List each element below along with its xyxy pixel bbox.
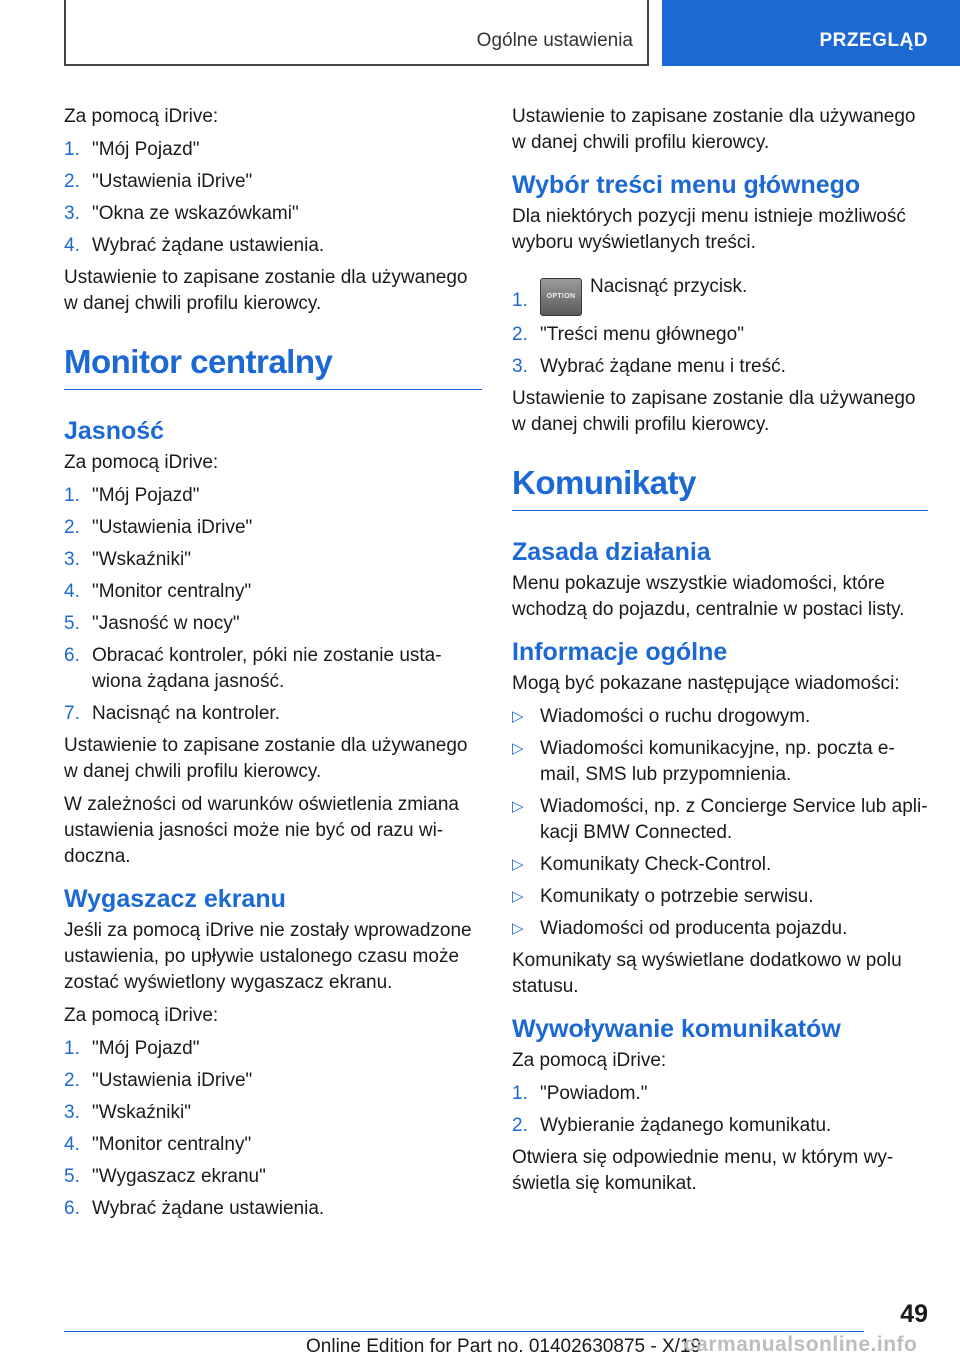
footer-edition: Online Edition for Part no. 01402630875 - X/19 (306, 1336, 702, 1357)
triangle-bullet-icon: ▷ (512, 888, 524, 905)
list-item: 4. "Monitor centralny" (64, 581, 252, 602)
header-tab-box[interactable] (662, 0, 960, 66)
intro-text: Za pomocą iDrive: (512, 1050, 667, 1071)
list-item: 1. OPTION Nacisnąć przycisk. (512, 270, 928, 316)
selection-text: Dla niektórych pozycji menu istnieje możliwość wyboru wyświetlanych treści. (512, 206, 906, 253)
list-item: 3. "Okna ze wskazówkami" (64, 203, 299, 224)
footer-divider (64, 1331, 864, 1332)
list-item: 3. Wybrać żądane menu i treść. (512, 356, 786, 377)
steps-list-1 (64, 137, 482, 259)
list-item: 2. Wybieranie żądanego komunikatu. (512, 1115, 832, 1136)
list-item: 1. "Powiadom." (512, 1083, 648, 1104)
triangle-bullet-icon: ▷ (512, 708, 524, 725)
list-item: 4. Wybrać żądane ustawienia. (64, 235, 325, 256)
heading-informacje: Informacje ogólne (512, 638, 728, 666)
heading-wybor-tresci: Wybór treści menu głównego (512, 171, 861, 199)
option-button-icon: OPTION (540, 278, 582, 316)
list-item: 1. "Mój Pojazd" (64, 1038, 200, 1059)
list-item: ▷ Wiadomości, np. z Concierge Service lub apli-kacji BMW Connected. (512, 796, 928, 843)
list-item: 6. Obracać kontroler, póki nie zostanie usta-wiona żądana jasność. (64, 645, 442, 692)
steps-list-2 (64, 483, 482, 727)
info-text: Mogą być pokazane następujące wiadomości: (512, 673, 900, 694)
steps-list-wybor (512, 270, 928, 380)
triangle-bullet-icon: ▷ (512, 856, 524, 873)
triangle-bullet-icon: ▷ (512, 920, 524, 937)
final-text: Otwiera się odpowiednie menu, w którym wy-świetla się komunikat. (512, 1147, 894, 1194)
heading-zasada: Zasada działania (512, 538, 711, 566)
saved-note: Ustawienie to zapisane zostanie dla używanego w danej chwili profilu kierowcy. (64, 267, 468, 314)
list-item: 7. Nacisnąć na kontroler. (64, 703, 280, 724)
triangle-bullet-icon: ▷ (512, 740, 524, 757)
list-item: 4. "Monitor centralny" (64, 1134, 252, 1155)
triangle-bullet-icon: ▷ (512, 798, 524, 815)
list-item: ▷ Wiadomości od producenta pojazdu. (512, 916, 928, 942)
heading-wywolywanie: Wywoływanie komunikatów (512, 1015, 841, 1043)
heading-komunikaty: Komunikaty (512, 464, 928, 511)
intro-text: Za pomocą iDrive: (64, 452, 219, 473)
list-item: 5. "Jasność w nocy" (64, 613, 240, 634)
list-item: 5. "Wygaszacz ekranu" (64, 1166, 266, 1187)
intro-text: Za pomocą iDrive: (64, 1005, 219, 1026)
principle-text: Menu pokazuje wszystkie wiadomości, które wchodzą do pojazdu, centralnie w postaci listy. (512, 573, 905, 620)
list-item: 6. Wybrać żądane ustawienia. (64, 1198, 325, 1219)
left-column (64, 104, 482, 1228)
list-item: 2. "Ustawienia iDrive" (64, 171, 253, 192)
saved-note: Ustawienie to zapisane zostanie dla używanego w danej chwili profilu kierowcy. (512, 388, 916, 435)
list-item: 3. "Wskaźniki" (64, 549, 191, 570)
list-item: ▷ Wiadomości o ruchu drogowym. (512, 704, 928, 730)
header-section-title: Ogólne ustawienia (476, 30, 633, 51)
right-column (512, 104, 928, 1204)
list-item: 1. "Mój Pojazd" (64, 485, 200, 506)
heading-monitor-centralny: Monitor centralny (64, 343, 482, 390)
heading-jasnosc: Jasność (64, 417, 165, 445)
list-item: ▷ Wiadomości komunikacyjne, np. poczta e-mail, SMS lub przypomnienia. (512, 738, 895, 785)
header-section-box (64, 0, 649, 66)
steps-list-4 (512, 1081, 928, 1139)
brightness-note: W zależności od warunków oświetlenia zmiana ustawienia jasności może nie być od razu wi-doczna. (64, 794, 459, 867)
screensaver-text: Jeśli za pomocą iDrive nie zostały wprowadzone ustawienia, po upływie ustalonego czasu może zostać wyświetlony wygaszacz ekranu. (64, 920, 472, 993)
list-item: 3. "Wskaźniki" (64, 1102, 191, 1123)
list-item: ▷ Komunikaty o potrzebie serwisu. (512, 884, 928, 910)
steps-list-3 (64, 1036, 482, 1222)
message-types-list (512, 704, 928, 942)
list-item: 2. "Treści menu głównego" (512, 324, 744, 345)
page-number: 49 (900, 1300, 928, 1328)
list-item: 2. "Ustawienia iDrive" (64, 517, 253, 538)
saved-note: Ustawienie to zapisane zostanie dla używanego w danej chwili profilu kierowcy. (64, 735, 468, 782)
intro-text: Za pomocą iDrive: (64, 106, 219, 127)
list-item: 1. "Mój Pojazd" (64, 139, 200, 160)
status-text: Komunikaty są wyświetlane dodatkowo w polu statusu. (512, 950, 902, 997)
header-tab-overview[interactable]: PRZEGLĄD (819, 30, 928, 51)
saved-note: Ustawienie to zapisane zostanie dla używanego w danej chwili profilu kierowcy. (512, 106, 916, 153)
watermark: carmanualsonline.info (684, 1333, 918, 1356)
list-item: ▷ Komunikaty Check-Control. (512, 852, 928, 878)
list-item: 2. "Ustawienia iDrive" (64, 1070, 253, 1091)
heading-wygaszacz: Wygaszacz ekranu (64, 885, 286, 913)
